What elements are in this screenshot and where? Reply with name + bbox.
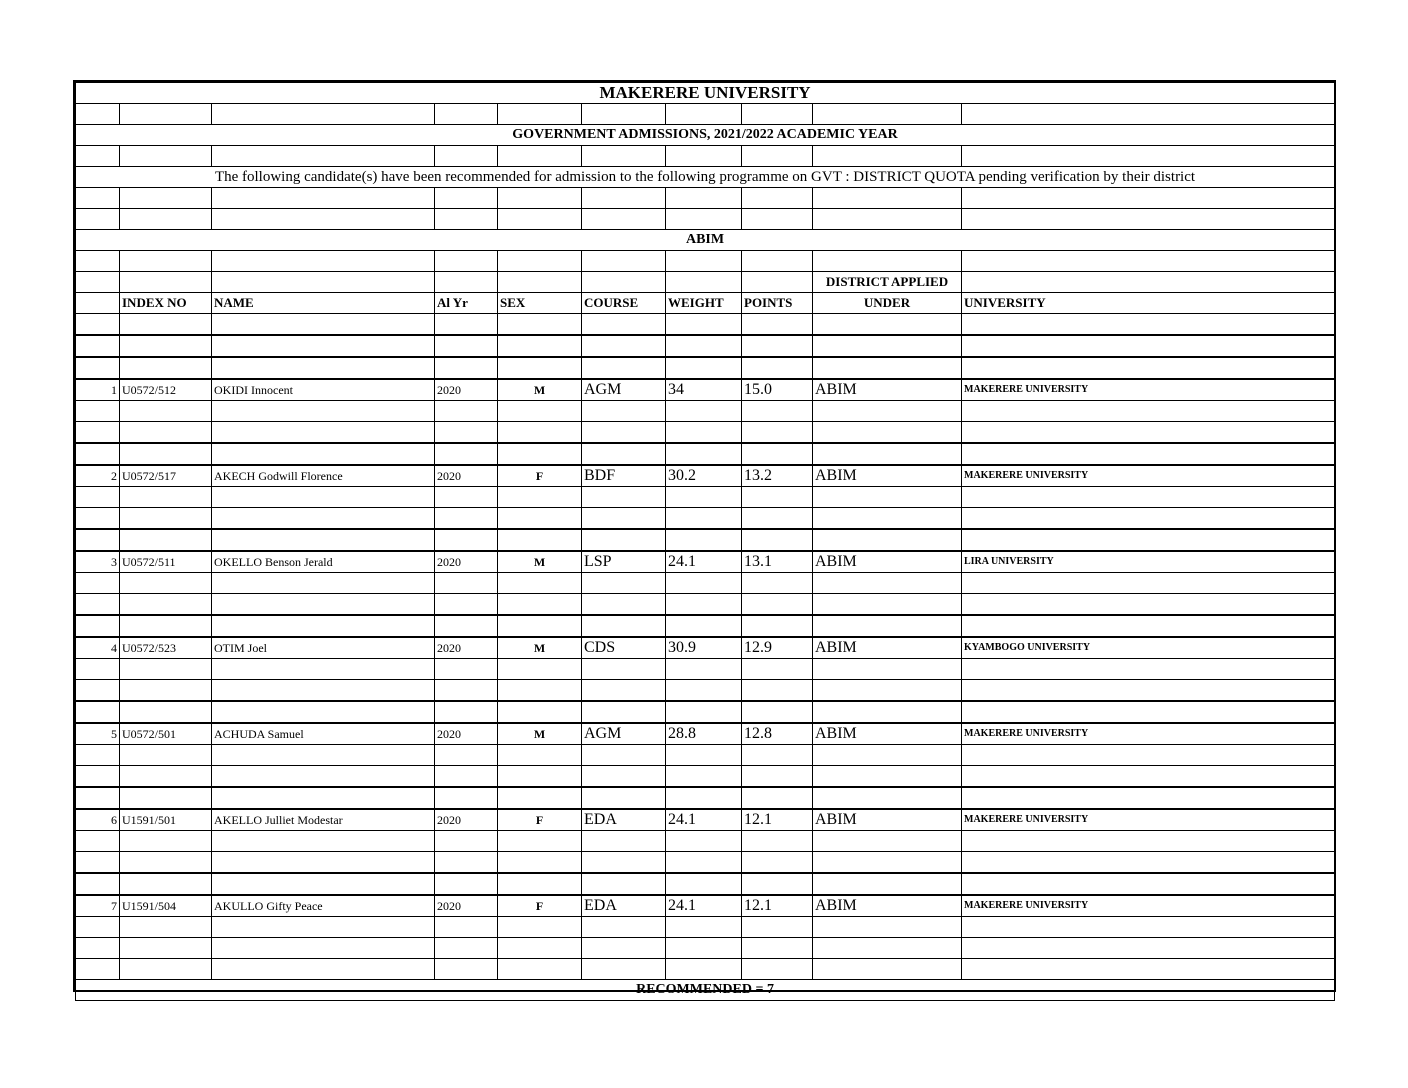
row-number: 2	[76, 465, 120, 487]
weight-cell: 24.1	[666, 809, 742, 831]
points-cell: 12.1	[742, 895, 813, 917]
blank-row	[76, 146, 1335, 167]
admissions-table	[75, 82, 1335, 1001]
points-header: POINTS	[742, 293, 813, 314]
blank-row	[76, 422, 1335, 444]
index-no-cell: U1591/501	[120, 809, 212, 831]
weight-cell: 30.2	[666, 465, 742, 487]
blank-row	[76, 787, 1335, 809]
sex-cell: F	[498, 895, 582, 917]
year-cell: 2020	[435, 379, 498, 401]
weight-cell: 34	[666, 379, 742, 401]
index-no-header: INDEX NO	[120, 293, 212, 314]
university-cell: MAKERERE UNIVERSITY	[962, 809, 1335, 831]
university-cell: MAKERERE UNIVERSITY	[962, 465, 1335, 487]
course-cell: EDA	[582, 809, 666, 831]
year-cell: 2020	[435, 637, 498, 659]
points-cell: 12.8	[742, 723, 813, 745]
points-cell: 12.1	[742, 809, 813, 831]
blank-row	[76, 615, 1335, 637]
points-cell: 13.1	[742, 551, 813, 573]
row-number: 7	[76, 895, 120, 917]
name-cell: OKELLO Benson Jerald	[212, 551, 435, 573]
blank-row	[76, 529, 1335, 551]
district-cell: ABIM	[813, 723, 962, 745]
table-row	[76, 723, 1335, 745]
blank-row	[76, 938, 1335, 959]
blank-row	[76, 873, 1335, 895]
blank-row	[76, 594, 1335, 616]
points-cell: 13.2	[742, 465, 813, 487]
index-no-cell: U0572/517	[120, 465, 212, 487]
name-cell: OTIM Joel	[212, 637, 435, 659]
recommendation-notice: The following candidate(s) have been recommended for admission to the following programme on GVT : DISTRICT QUOTA pending verification by their district	[76, 167, 1335, 188]
blank-row	[76, 188, 1335, 209]
name-cell: AKULLO Gifty Peace	[212, 895, 435, 917]
row-number: 1	[76, 379, 120, 401]
year-cell: 2020	[435, 723, 498, 745]
blank-row	[76, 917, 1335, 938]
sex-cell: M	[498, 637, 582, 659]
course-cell: EDA	[582, 895, 666, 917]
year-cell: 2020	[435, 809, 498, 831]
blank-row	[76, 701, 1335, 723]
blank-row	[76, 357, 1335, 379]
blank-row	[76, 680, 1335, 702]
blank-row	[76, 745, 1335, 766]
course-cell: AGM	[582, 379, 666, 401]
blank-row	[76, 209, 1335, 230]
sex-cell: M	[498, 723, 582, 745]
blank-row	[76, 314, 1335, 336]
sex-cell: M	[498, 551, 582, 573]
table-row	[76, 379, 1335, 401]
course-cell: BDF	[582, 465, 666, 487]
index-no-cell: U0572/523	[120, 637, 212, 659]
table-row	[76, 465, 1335, 487]
sex-header: SEX	[498, 293, 582, 314]
index-no-cell: U0572/512	[120, 379, 212, 401]
sex-cell: F	[498, 809, 582, 831]
weight-cell: 24.1	[666, 551, 742, 573]
year-cell: 2020	[435, 465, 498, 487]
table-row	[76, 551, 1335, 573]
name-header: NAME	[212, 293, 435, 314]
header-row-top	[76, 272, 1335, 293]
blank-row	[76, 251, 1335, 272]
university-title: MAKERERE UNIVERSITY	[76, 83, 1335, 104]
index-no-cell: U0572/501	[120, 723, 212, 745]
course-header: COURSE	[582, 293, 666, 314]
sex-cell: M	[498, 379, 582, 401]
name-cell: ACHUDA Samuel	[212, 723, 435, 745]
blank-row	[76, 831, 1335, 852]
blank-row	[76, 104, 1335, 125]
blank-row	[76, 443, 1335, 465]
blank-row	[76, 508, 1335, 530]
blank-row	[76, 852, 1335, 874]
table-row	[76, 895, 1335, 917]
district-under-header: UNDER	[813, 293, 962, 314]
sex-cell: F	[498, 465, 582, 487]
index-no-cell: U0572/511	[120, 551, 212, 573]
district-cell: ABIM	[813, 465, 962, 487]
course-cell: AGM	[582, 723, 666, 745]
blank-row	[76, 401, 1335, 422]
course-cell: LSP	[582, 551, 666, 573]
university-cell: MAKERERE UNIVERSITY	[962, 723, 1335, 745]
weight-header: WEIGHT	[666, 293, 742, 314]
weight-cell: 24.1	[666, 895, 742, 917]
name-cell: OKIDI Innocent	[212, 379, 435, 401]
header-row	[76, 293, 1335, 314]
district-applied-header: DISTRICT APPLIED	[813, 272, 962, 293]
row-number: 5	[76, 723, 120, 745]
course-cell: CDS	[582, 637, 666, 659]
al-yr-header: Al Yr	[435, 293, 498, 314]
table-row	[76, 809, 1335, 831]
district-heading: ABIM	[76, 230, 1335, 251]
row-number: 3	[76, 551, 120, 573]
year-cell: 2020	[435, 895, 498, 917]
admissions-subtitle: GOVERNMENT ADMISSIONS, 2021/2022 ACADEMIC YEAR	[76, 125, 1335, 146]
blank-row	[76, 335, 1335, 357]
blank-row	[76, 487, 1335, 508]
name-cell: AKELLO Julliet Modestar	[212, 809, 435, 831]
points-cell: 12.9	[742, 637, 813, 659]
blank-row	[76, 659, 1335, 680]
district-cell: ABIM	[813, 551, 962, 573]
university-cell: MAKERERE UNIVERSITY	[962, 895, 1335, 917]
blank-row	[76, 959, 1335, 980]
row-number: 6	[76, 809, 120, 831]
weight-cell: 28.8	[666, 723, 742, 745]
university-cell: KYAMBOGO UNIVERSITY	[962, 637, 1335, 659]
admissions-sheet	[73, 80, 1336, 997]
university-cell: LIRA UNIVERSITY	[962, 551, 1335, 573]
recommended-total: RECOMMENDED = 7	[76, 980, 1335, 1001]
district-cell: ABIM	[813, 637, 962, 659]
district-cell: ABIM	[813, 379, 962, 401]
university-header: UNIVERSITY	[962, 293, 1335, 314]
university-cell: MAKERERE UNIVERSITY	[962, 379, 1335, 401]
year-cell: 2020	[435, 551, 498, 573]
table-row	[76, 637, 1335, 659]
district-cell: ABIM	[813, 895, 962, 917]
district-cell: ABIM	[813, 809, 962, 831]
row-number: 4	[76, 637, 120, 659]
name-cell: AKECH Godwill Florence	[212, 465, 435, 487]
points-cell: 15.0	[742, 379, 813, 401]
blank-row	[76, 766, 1335, 788]
weight-cell: 30.9	[666, 637, 742, 659]
index-no-cell: U1591/504	[120, 895, 212, 917]
blank-row	[76, 573, 1335, 594]
